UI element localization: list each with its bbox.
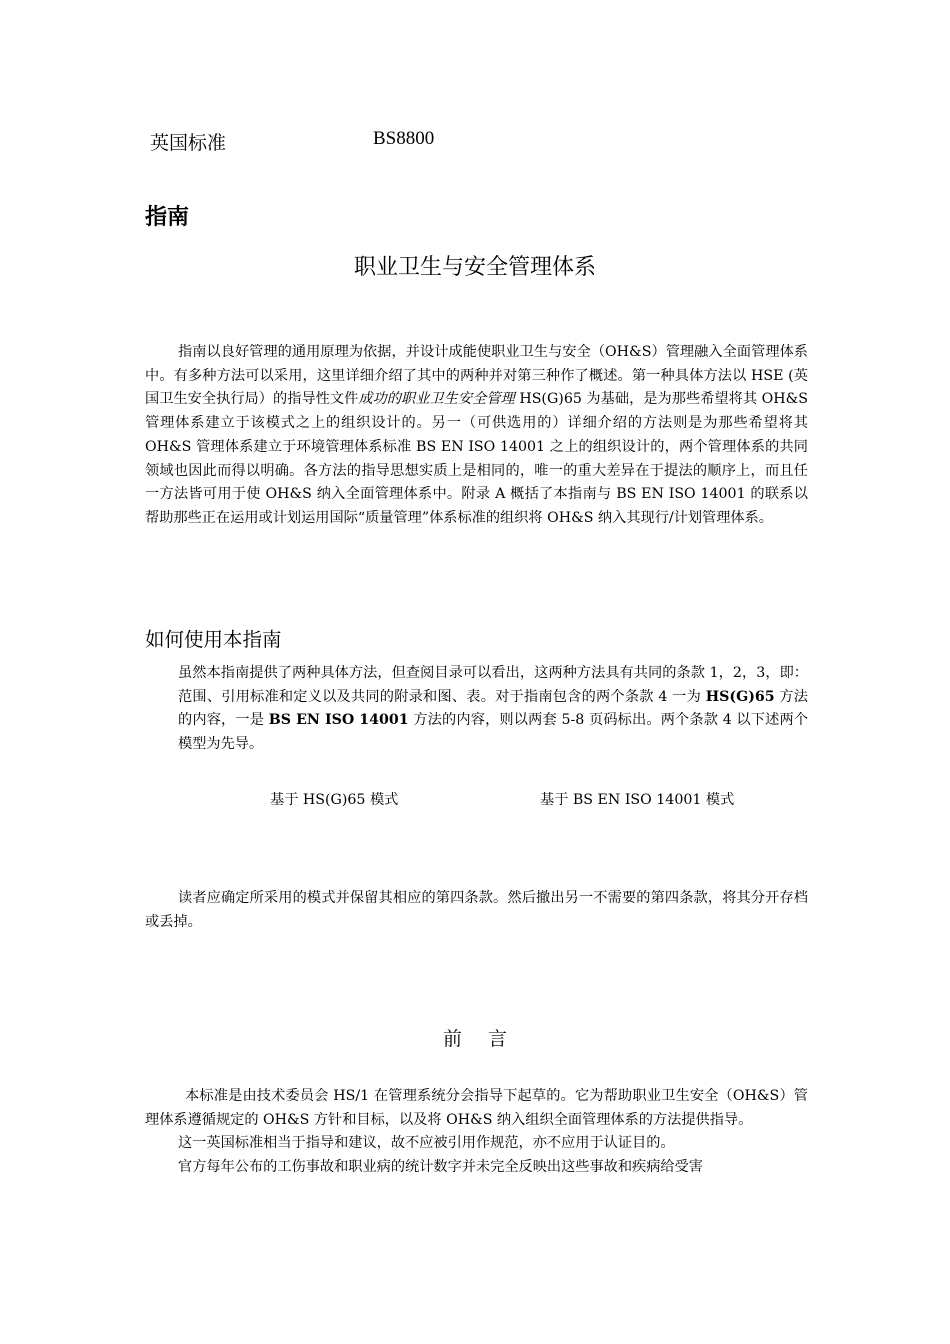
- intro-text-start: 指南以良好管理的通用原理为依据，并设计成能使职业卫生与安全（OH&S）管理融入全面管理体系中。有多种方法可以采用，这里详细介绍了其中的两种并对第三种作了概述。第一种具体方法以 HSE (英国卫生安全执行局）的指导性文件: [145, 344, 808, 408]
- reader-note-text: 读者应确定所采用的模式并保留其相应的第四条款。然后撤出另一不需要的第四条款，将其分开存档或丢掉。: [145, 890, 808, 930]
- how-to-use-text-3: 方法的内容，则以两套 5-8 页码标出。两个条款 4 以下述两个模型为先导。: [178, 712, 809, 753]
- how-to-use-bold-1: HS(G)65: [705, 688, 775, 705]
- preface-paragraph: 这一英国标准相当于指导和建议，故不应被引用作规范，亦不应用于认证目的。: [178, 1135, 675, 1152]
- guide-label: 指南: [145, 205, 190, 230]
- how-to-use-text-2: 方法的内容，一是: [178, 688, 808, 729]
- intro-paragraph: [145, 341, 808, 531]
- preface-paragraph: 官方每年公布的工伤事故和职业病的统计数字并未完全反映出这些事故和疾病给受害: [178, 1159, 703, 1176]
- model-label-iso14001: 基于 BS EN ISO 14001 模式: [540, 792, 735, 808]
- preface-heading: 前言: [442, 1028, 533, 1050]
- document-title: 职业卫生与安全管理体系: [353, 255, 596, 280]
- intro-italic-title: 成功的职业卫生安全管理: [358, 391, 515, 408]
- how-to-use-paragraph: [178, 662, 808, 757]
- standard-code: BS8800: [373, 128, 435, 149]
- how-to-use-text-1: 虽然本指南提供了两种具体方法，但查阅目录可以看出，这两种方法具有共同的条款 1，2，3，即：范围、引用标准和定义以及共同的附录和图、表。对于指南包含的两个条款 4 一为: [178, 665, 808, 705]
- preface-body: [145, 1085, 808, 1180]
- preface-paragraph: 本标准是由技术委员会 HS/1 在管理系统分会指导下起草的。它为帮助职业卫生安全（OH&S）管理体系遵循规定的 OH&S 方针和目标，以及将 OH&S 纳入组织全面管理体系的方法提供指导。: [145, 1088, 808, 1128]
- how-to-use-bold-2: BS EN ISO 14001: [268, 712, 409, 729]
- reader-note-paragraph: [145, 887, 808, 934]
- intro-text-end: HS(G)65 为基础，是为那些希望将其 OH&S 管理体系建立于该模式之上的组织设计的。另一（可供选用的）详细介绍的方法则是为那些希望将其 OH&S 管理体系建立于环境管理体系标准 BS EN ISO 14001 之上的组织设计的，两个管理体系的共同领域也因此而得以明确。各方法的指导思想实质上是相同的，唯一的重大差异在于提法的顺序上，而且任一方法皆可用于使 OH&S 纳入全面管理体系中。附录 A 概括了本指南与 BS EN ISO 14001 的联系以帮助那些正在运用或计划运用国际“质量管理”体系标准的组织将 OH&S 纳入其现行/计划管理体系。: [145, 391, 808, 526]
- standard-label: 英国标准: [150, 132, 227, 154]
- how-to-use-heading: 如何使用本指南: [145, 628, 282, 651]
- model-label-hsg65: 基于 HS(G)65 模式: [270, 792, 399, 808]
